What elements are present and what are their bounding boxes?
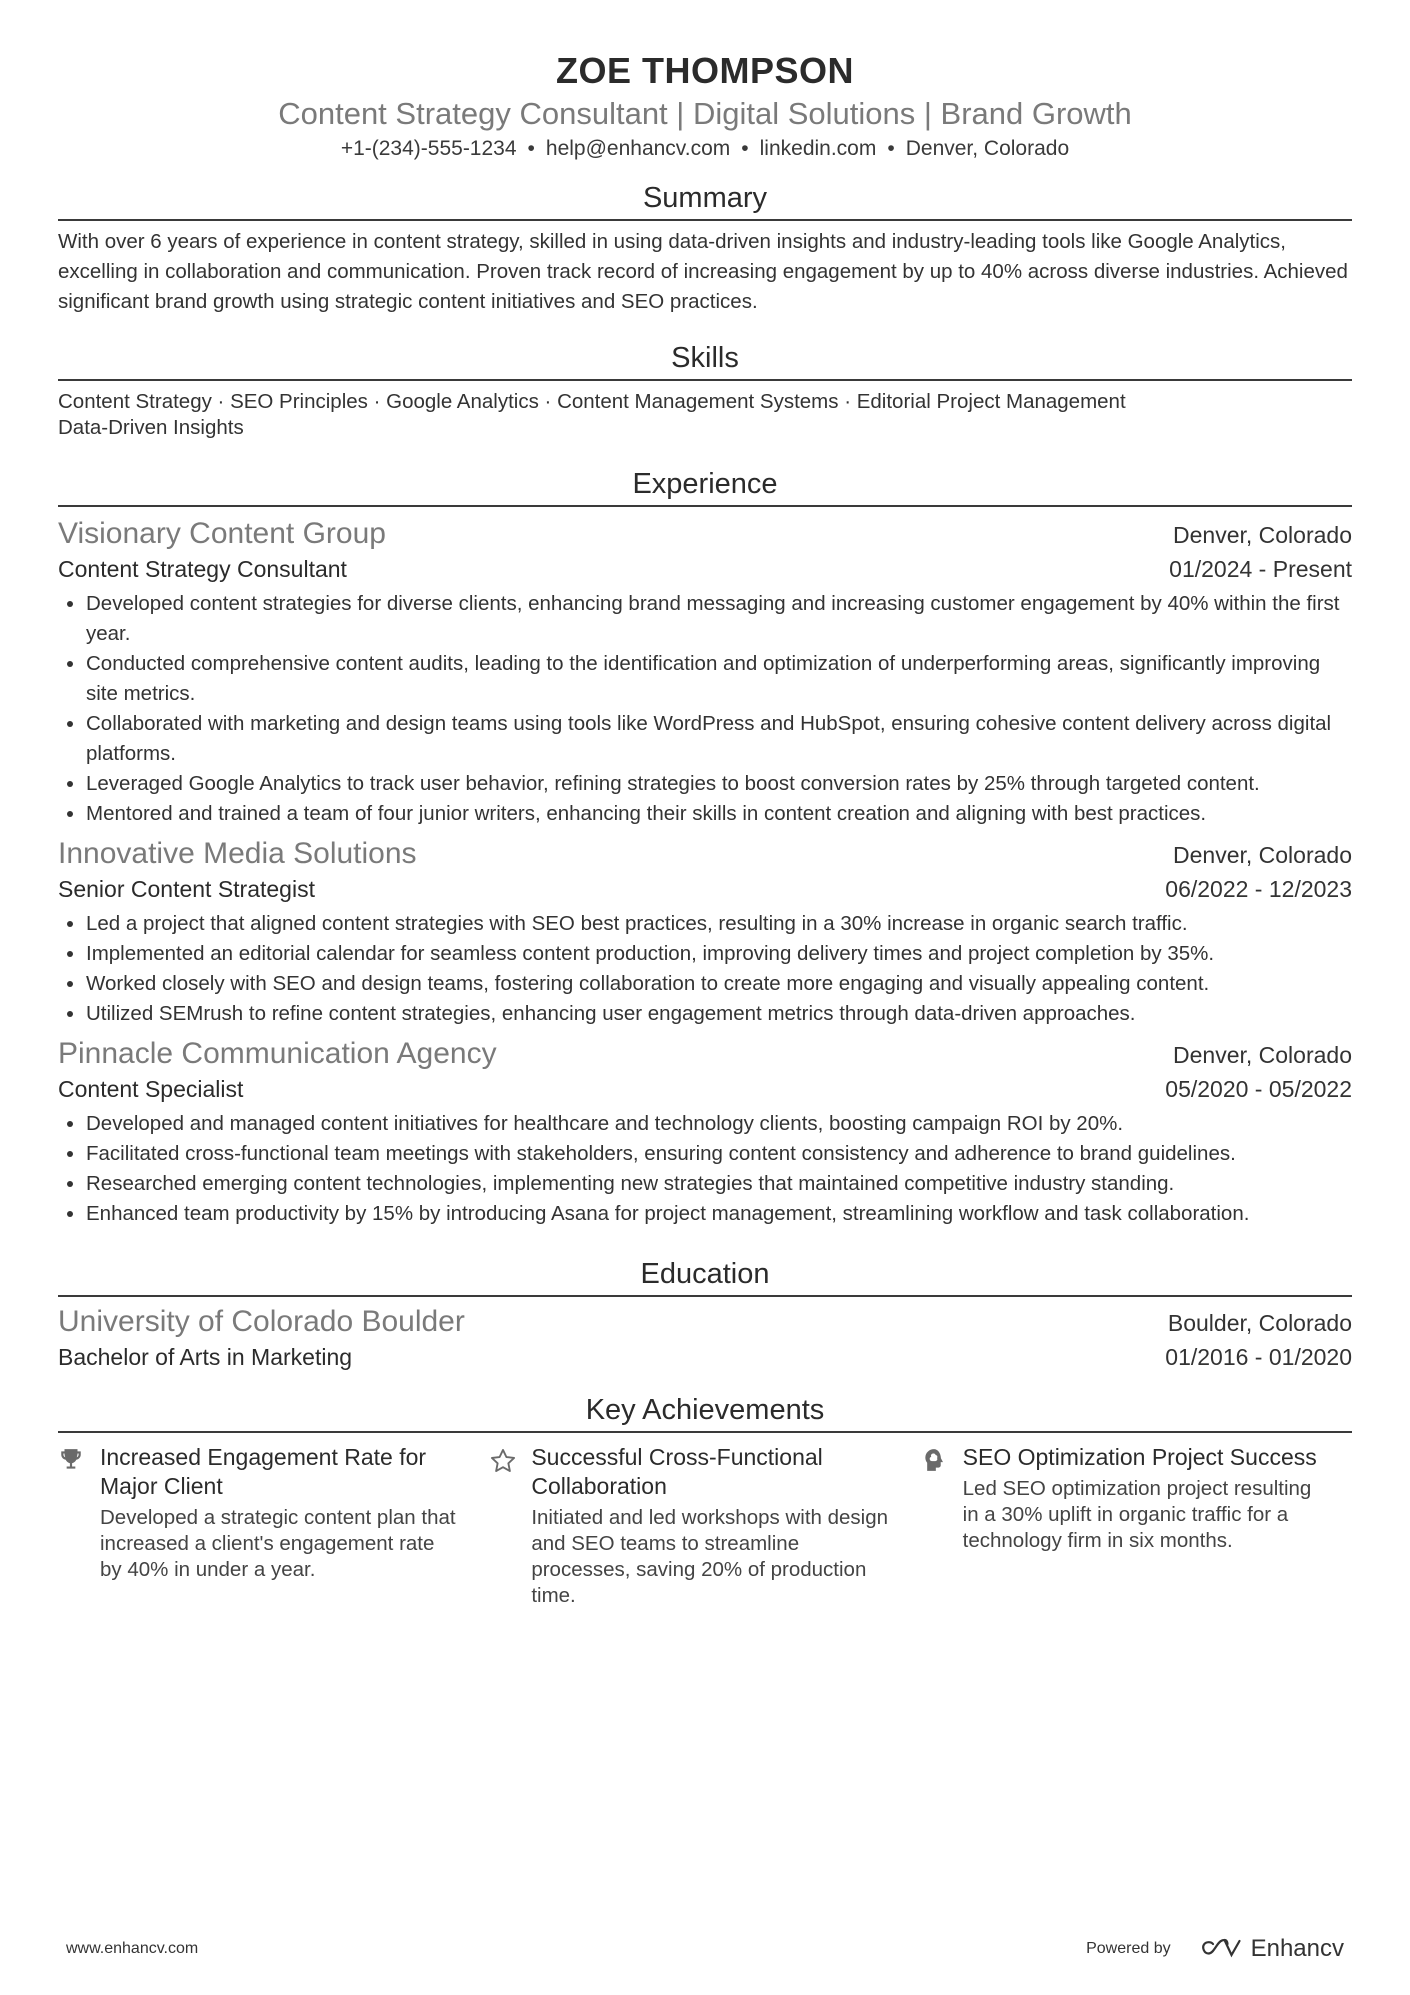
- education-entry: [58, 1303, 1352, 1373]
- job-title: Senior Content Strategist: [58, 876, 315, 902]
- job-title: Content Strategy Consultant: [58, 556, 347, 582]
- school-location: Boulder, Colorado: [1167, 1310, 1352, 1336]
- company-name: Innovative Media Solutions: [58, 837, 417, 870]
- achievement-item: [58, 1443, 489, 1609]
- bullet-item: • Leveraged Google Analytics to track user behavior, refining strategies to boost conversion rates by 25% through targeted content.: [86, 769, 1352, 799]
- achievement-description: Led SEO optimization project resulting in a 30% uplift in organic traffic for a technology firm in six months.: [962, 1477, 1312, 1552]
- page-footer: [66, 1935, 1344, 1963]
- bullet-item: • Utilized SEMrush to refine content strategies, enhancing user engagement metrics through data-driven approaches.: [86, 999, 1352, 1029]
- job-bullets: [58, 589, 1352, 829]
- company-name: Pinnacle Communication Agency: [58, 1037, 497, 1070]
- contact-separator: •: [741, 137, 749, 160]
- experience-entry: [58, 515, 1352, 829]
- skill-item: · Editorial Project Management: [839, 390, 1126, 413]
- contact-phone: +1-(234)-555-1234: [340, 137, 517, 160]
- star-icon: [489, 1443, 531, 1609]
- job-dates: 05/2020 - 05/2022: [1165, 1076, 1352, 1102]
- experience-entry: [58, 1035, 1352, 1229]
- job-title: Content Specialist: [58, 1076, 244, 1102]
- bullet-item: • Worked closely with SEO and design teams, fostering collaboration to create more engaging and visually appealing content.: [86, 969, 1352, 999]
- achievements-heading: Key Achievements: [58, 1391, 1352, 1433]
- brain-head-icon: [921, 1443, 963, 1609]
- bullet-item: • Mentored and trained a team of four junior writers, enhancing their skills in content creation and aligning with best practices.: [86, 799, 1352, 829]
- achievement-item: [489, 1443, 920, 1609]
- skill-item: Data-Driven Insights: [58, 416, 244, 439]
- skill-item: · SEO Principles: [212, 390, 368, 413]
- achievement-description: Initiated and led workshops with design and SEO teams to streamline processes, saving 20% of production time.: [531, 1506, 889, 1607]
- job-bullets: [58, 1109, 1352, 1229]
- job-dates: 01/2024 - Present: [1169, 556, 1352, 582]
- experience-heading: Experience: [58, 465, 1352, 507]
- education-dates: 01/2016 - 01/2020: [1165, 1344, 1352, 1370]
- education-heading: Education: [58, 1255, 1352, 1297]
- skill-item: Content Strategy: [58, 390, 212, 413]
- school-name: University of Colorado Boulder: [58, 1305, 465, 1338]
- enhancv-logo-icon: [1199, 1938, 1243, 1960]
- bullet-item: • Conducted comprehensive content audits, leading to the identification and optimization of underperforming areas, significantly improving site metrics.: [86, 649, 1352, 709]
- company-name: Visionary Content Group: [58, 517, 386, 550]
- achievement-item: [921, 1443, 1352, 1609]
- job-bullets: [58, 909, 1352, 1029]
- skills-list: [58, 389, 1352, 441]
- bullet-item: • Led a project that aligned content strategies with SEO best practices, resulting in a 30% increase in organic search traffic.: [86, 909, 1352, 939]
- footer-branding: [1086, 1935, 1344, 1963]
- job-location: Denver, Colorado: [1173, 1042, 1352, 1068]
- summary-text: With over 6 years of experience in content strategy, skilled in using data-driven insights and industry-leading tools like Google Analytics, excelling in collaboration and communication. Proven track record of increasing engagement by up to 40% across diverse industries. Achieved significant brand growth using strategic content initiatives and SEO practices.: [58, 230, 1348, 313]
- bullet-item: • Developed content strategies for diverse clients, enhancing brand messaging and increasing customer engagement by 40% within the first year.: [86, 589, 1352, 649]
- bullet-item: • Implemented an editorial calendar for seamless content production, improving delivery times and project completion by 35%.: [86, 939, 1352, 969]
- resume-header: [58, 50, 1352, 163]
- skills-heading: Skills: [58, 339, 1352, 381]
- trophy-icon: [58, 1443, 100, 1609]
- bullet-item: • Enhanced team productivity by 15% by introducing Asana for project management, streamlining workflow and task collaboration.: [86, 1199, 1352, 1229]
- bullet-item: • Researched emerging content technologies, implementing new strategies that maintained competitive industry standing.: [86, 1169, 1352, 1199]
- achievements-list: [58, 1443, 1352, 1609]
- brand-name: Enhancv: [1250, 1935, 1344, 1962]
- achievement-title: Increased Engagement Rate for Major Client: [100, 1444, 427, 1499]
- contact-email[interactable]: help@enhancv.com: [545, 137, 731, 160]
- bullet-item: • Collaborated with marketing and design teams using tools like WordPress and HubSpot, ensuring cohesive content delivery across digital platforms.: [86, 709, 1352, 769]
- contact-separator: •: [527, 137, 535, 160]
- job-location: Denver, Colorado: [1173, 522, 1352, 548]
- skill-item: · Content Management Systems: [539, 390, 839, 413]
- contact-line: [58, 135, 1352, 163]
- experience-entry: [58, 835, 1352, 1029]
- contact-linkedin[interactable]: linkedin.com: [759, 137, 877, 160]
- job-location: Denver, Colorado: [1173, 842, 1352, 868]
- achievement-description: Developed a strategic content plan that increased a client's engagement rate by 40% in under a year.: [100, 1506, 456, 1581]
- contact-location: Denver, Colorado: [905, 137, 1070, 160]
- candidate-name: ZOE THOMPSON: [555, 50, 854, 91]
- job-dates: 06/2022 - 12/2023: [1165, 876, 1352, 902]
- contact-separator: •: [887, 137, 895, 160]
- powered-by-label: Powered by: [1086, 1940, 1171, 1957]
- degree: Bachelor of Arts in Marketing: [58, 1344, 353, 1370]
- summary-heading: Summary: [58, 179, 1352, 221]
- candidate-tagline: Content Strategy Consultant | Digital Solutions | Brand Growth: [278, 96, 1132, 131]
- achievement-title: Successful Cross-Functional Collaboration: [531, 1444, 823, 1499]
- bullet-item: • Facilitated cross-functional team meetings with stakeholders, ensuring content consistency and adherence to brand guidelines.: [86, 1139, 1352, 1169]
- bullet-item: • Developed and managed content initiatives for healthcare and technology clients, boosting campaign ROI by 20%.: [86, 1109, 1352, 1139]
- skill-item: · Google Analytics: [368, 390, 539, 413]
- footer-website-link[interactable]: www.enhancv.com: [66, 1940, 199, 1957]
- achievement-title: SEO Optimization Project Success: [962, 1444, 1317, 1470]
- enhancv-logo[interactable]: [1199, 1935, 1344, 1963]
